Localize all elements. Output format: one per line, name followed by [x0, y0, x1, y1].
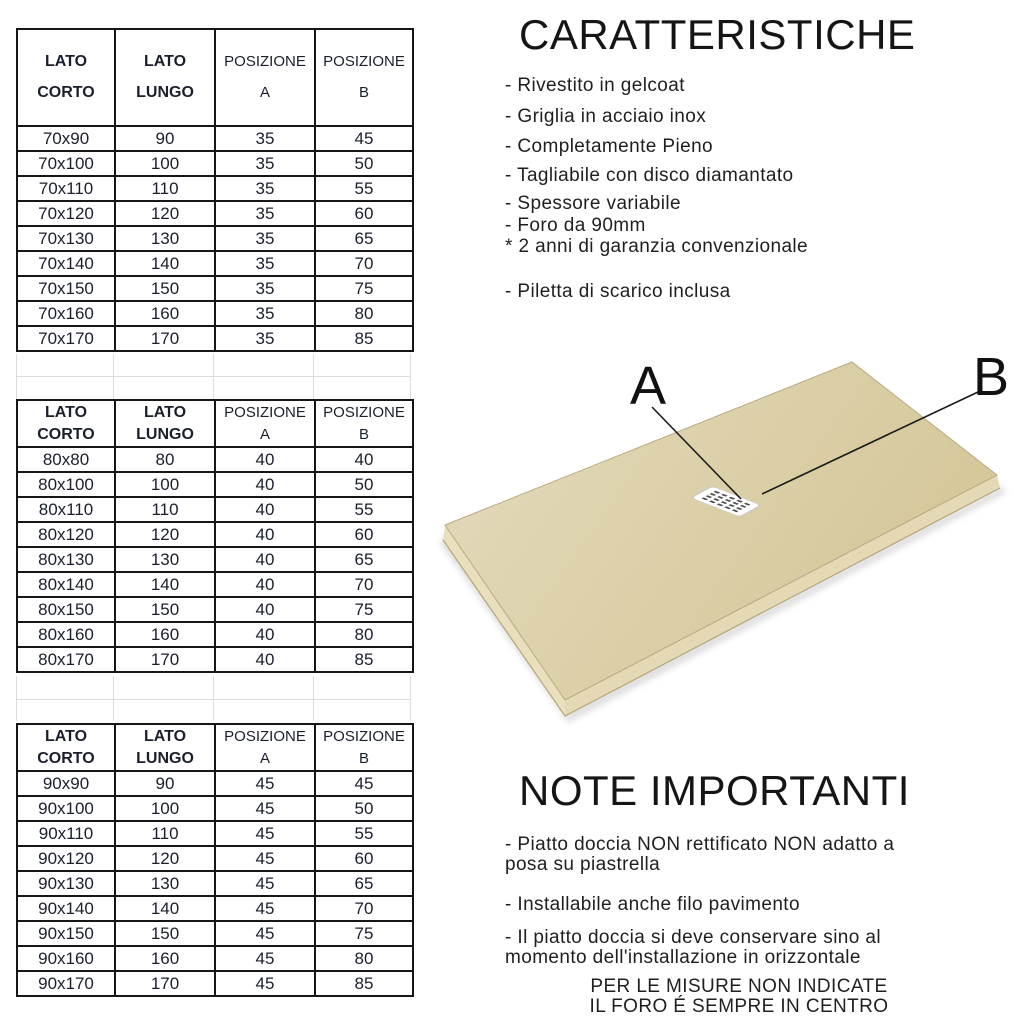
feature-item: - Rivestito in gelcoat — [505, 75, 685, 96]
table-row — [17, 472, 413, 497]
table-cell: 50 — [315, 151, 413, 176]
table-cell: 45 — [215, 771, 315, 796]
header-line: B — [358, 425, 369, 443]
table-row — [17, 771, 413, 796]
table-cell: 70x110 — [17, 176, 115, 201]
table-cell: 90x100 — [17, 796, 115, 821]
table-cell: 35 — [215, 201, 315, 226]
footer-line: PER LE MISURE NON INDICATE — [590, 976, 888, 997]
table-cell: 150 — [115, 276, 215, 301]
table-cell: 150 — [115, 597, 215, 622]
table-row — [17, 572, 413, 597]
header-row — [17, 29, 413, 126]
table-row — [17, 126, 413, 151]
shower-tray-diagram — [428, 338, 1024, 738]
table-cell: 70x90 — [17, 126, 115, 151]
table-cell: 160 — [115, 301, 215, 326]
feature-item: - Griglia in acciaio inox — [505, 106, 707, 127]
table-cell: 130 — [115, 226, 215, 251]
table-cell: 35 — [215, 176, 315, 201]
table-cell: 160 — [115, 946, 215, 971]
table-cell: 90 — [115, 771, 215, 796]
table-cell: 130 — [115, 871, 215, 896]
column-header — [115, 29, 215, 126]
table-cell: 80 — [315, 301, 413, 326]
table-cell: 120 — [115, 201, 215, 226]
table-row — [17, 447, 413, 472]
table-cell: 40 — [215, 522, 315, 547]
column-header — [315, 29, 413, 126]
table-row — [17, 622, 413, 647]
table-cell: 80 — [115, 447, 215, 472]
table-row — [17, 226, 413, 251]
text-line: - Il piatto doccia si deve conservare sino al — [505, 927, 882, 948]
table-row — [17, 946, 413, 971]
table-cell: 40 — [215, 547, 315, 572]
table-cell: 60 — [315, 522, 413, 547]
table-cell: 35 — [215, 326, 315, 351]
table-row — [17, 921, 413, 946]
table-cell: 90x140 — [17, 896, 115, 921]
table-cell: 80x130 — [17, 547, 115, 572]
table-cell: 45 — [215, 796, 315, 821]
feature-item: * 2 anni di garanzia convenzionale — [505, 236, 809, 257]
table-cell: 140 — [115, 896, 215, 921]
column-header — [215, 400, 315, 447]
table-cell: 80x100 — [17, 472, 115, 497]
table-cell: 50 — [315, 472, 413, 497]
table-cell: 35 — [215, 126, 315, 151]
column-header — [17, 29, 115, 126]
table-cell: 35 — [215, 251, 315, 276]
table-cell: 55 — [315, 176, 413, 201]
table-row — [17, 251, 413, 276]
features-title: CARATTERISTICHE — [519, 11, 916, 58]
table-cell: 50 — [315, 796, 413, 821]
size-table-80 — [16, 399, 414, 673]
table-row — [17, 846, 413, 871]
note-item — [505, 835, 1020, 875]
table-cell: 45 — [215, 871, 315, 896]
table-cell: 110 — [115, 176, 215, 201]
header-line: CORTO — [37, 84, 95, 101]
note-item — [505, 895, 1020, 915]
table-cell: 170 — [115, 971, 215, 996]
gridline — [16, 699, 411, 700]
table-cell: 60 — [315, 201, 413, 226]
header-row — [17, 400, 413, 447]
table-row — [17, 871, 413, 896]
header-line: LUNGO — [136, 84, 194, 101]
table-cell: 75 — [315, 276, 413, 301]
table-cell: 70x130 — [17, 226, 115, 251]
feature-item: - Piletta di scarico inclusa — [505, 281, 731, 302]
table-cell: 80x160 — [17, 622, 115, 647]
table-cell: 40 — [215, 472, 315, 497]
table-cell: 45 — [315, 771, 413, 796]
table-cell: 100 — [115, 151, 215, 176]
header-line: POSIZIONE — [224, 403, 306, 421]
table-cell: 70x140 — [17, 251, 115, 276]
column-header — [315, 400, 413, 447]
table-cell: 40 — [215, 622, 315, 647]
column-header — [17, 724, 115, 771]
table-cell: 45 — [215, 946, 315, 971]
table-cell: 70 — [315, 572, 413, 597]
table-cell: 70x170 — [17, 326, 115, 351]
header-line: LUNGO — [136, 425, 194, 443]
table-cell: 60 — [315, 846, 413, 871]
table-cell: 120 — [115, 846, 215, 871]
footer-line: IL FORO É SEMPRE IN CENTRO — [589, 996, 889, 1017]
table-row — [17, 497, 413, 522]
table-cell: 35 — [215, 276, 315, 301]
table-row — [17, 201, 413, 226]
table-cell: 90 — [115, 126, 215, 151]
table-cell: 45 — [215, 846, 315, 871]
column-header — [115, 400, 215, 447]
gridline — [16, 376, 411, 377]
label-a: A — [629, 356, 667, 416]
table-row — [17, 647, 413, 672]
table-cell: 70x150 — [17, 276, 115, 301]
header-line: POSIZIONE — [323, 727, 405, 745]
header-line: POSIZIONE — [323, 53, 405, 70]
header-line: A — [259, 425, 270, 443]
table-cell: 55 — [315, 497, 413, 522]
table-cell: 90x110 — [17, 821, 115, 846]
header-line: LATO — [44, 403, 88, 421]
header-line: LUNGO — [136, 749, 194, 767]
column-header — [215, 29, 315, 126]
table-cell: 45 — [315, 126, 413, 151]
table-cell: 35 — [215, 226, 315, 251]
column-header — [17, 400, 115, 447]
table-cell: 55 — [315, 821, 413, 846]
table-row — [17, 597, 413, 622]
table-cell: 40 — [215, 572, 315, 597]
header-line: CORTO — [37, 749, 95, 767]
table-cell: 35 — [215, 301, 315, 326]
header-line: LATO — [143, 403, 187, 421]
table-row — [17, 796, 413, 821]
table-row — [17, 276, 413, 301]
features-list — [505, 76, 1020, 302]
table-cell: 35 — [215, 151, 315, 176]
size-table-70 — [16, 28, 414, 352]
table-cell: 140 — [115, 251, 215, 276]
table-cell: 70x100 — [17, 151, 115, 176]
header-line: B — [358, 84, 369, 101]
notes-section — [505, 768, 1020, 1017]
note-item — [505, 928, 1020, 968]
text-line: momento dell'installazione in orizzontale — [505, 947, 861, 968]
notes-footer — [505, 977, 973, 1017]
notes-list — [505, 835, 1020, 968]
table-cell: 70x160 — [17, 301, 115, 326]
table-cell: 75 — [315, 921, 413, 946]
feature-item: - Tagliabile con disco diamantato — [505, 165, 794, 186]
text-line: - Piatto doccia NON rettificato NON adatto a — [505, 834, 895, 855]
table-cell: 65 — [315, 871, 413, 896]
table-cell: 90x90 — [17, 771, 115, 796]
table-row — [17, 896, 413, 921]
table-cell: 85 — [315, 326, 413, 351]
table-cell: 45 — [215, 821, 315, 846]
header-line: CORTO — [37, 425, 95, 443]
table-cell: 75 — [315, 597, 413, 622]
table-cell: 80x150 — [17, 597, 115, 622]
table-cell: 40 — [215, 447, 315, 472]
table-row — [17, 301, 413, 326]
table-cell: 80x170 — [17, 647, 115, 672]
table-cell: 70x120 — [17, 201, 115, 226]
table-cell: 80 — [315, 622, 413, 647]
table-row — [17, 176, 413, 201]
feature-item: - Foro da 90mm — [505, 215, 646, 236]
text-line: posa su piastrella — [505, 854, 661, 875]
column-header — [315, 724, 413, 771]
column-header — [215, 724, 315, 771]
table-cell: 45 — [215, 921, 315, 946]
header-line: LATO — [143, 53, 187, 70]
table-cell: 140 — [115, 572, 215, 597]
table-cell: 80x110 — [17, 497, 115, 522]
header-row — [17, 724, 413, 771]
table-cell: 100 — [115, 472, 215, 497]
table-cell: 45 — [215, 896, 315, 921]
table-cell: 90x150 — [17, 921, 115, 946]
label-b: B — [972, 347, 1010, 407]
table-cell: 40 — [315, 447, 413, 472]
table-cell: 80x120 — [17, 522, 115, 547]
table-cell: 70 — [315, 896, 413, 921]
table-cell: 90x170 — [17, 971, 115, 996]
table-cell: 120 — [115, 522, 215, 547]
header-line: LATO — [143, 727, 187, 745]
table-row — [17, 522, 413, 547]
table-cell: 170 — [115, 647, 215, 672]
table-cell: 80x80 — [17, 447, 115, 472]
table-cell: 85 — [315, 647, 413, 672]
header-line: B — [358, 749, 369, 767]
notes-title: NOTE IMPORTANTI — [519, 767, 910, 814]
header-line: POSIZIONE — [224, 53, 306, 70]
header-line: LATO — [44, 727, 88, 745]
table-cell: 90x160 — [17, 946, 115, 971]
feature-item: - Spessore variabile — [505, 193, 681, 214]
column-header — [115, 724, 215, 771]
table-row — [17, 821, 413, 846]
table-cell: 65 — [315, 547, 413, 572]
table-cell: 80x140 — [17, 572, 115, 597]
table-cell: 90x120 — [17, 846, 115, 871]
table-cell: 40 — [215, 647, 315, 672]
table-cell: 150 — [115, 921, 215, 946]
header-line: A — [259, 749, 270, 767]
table-cell: 110 — [115, 821, 215, 846]
table-row — [17, 971, 413, 996]
table-cell: 100 — [115, 796, 215, 821]
table-cell: 40 — [215, 497, 315, 522]
table-cell: 80 — [315, 946, 413, 971]
feature-item: - Completamente Pieno — [505, 136, 714, 157]
size-table-90 — [16, 723, 414, 997]
table-cell: 65 — [315, 226, 413, 251]
table-cell: 170 — [115, 326, 215, 351]
table-cell: 90x130 — [17, 871, 115, 896]
table-cell: 45 — [215, 971, 315, 996]
header-line: POSIZIONE — [224, 727, 306, 745]
features-section — [505, 12, 1020, 302]
table-cell: 70 — [315, 251, 413, 276]
table-row — [17, 151, 413, 176]
header-line: LATO — [44, 53, 88, 70]
table-cell: 110 — [115, 497, 215, 522]
table-row — [17, 326, 413, 351]
header-line: POSIZIONE — [323, 403, 405, 421]
table-cell: 85 — [315, 971, 413, 996]
table-cell: 130 — [115, 547, 215, 572]
table-cell: 160 — [115, 622, 215, 647]
header-line: A — [259, 84, 270, 101]
table-cell: 40 — [215, 597, 315, 622]
text-line: - Installabile anche filo pavimento — [505, 894, 800, 915]
table-row — [17, 547, 413, 572]
